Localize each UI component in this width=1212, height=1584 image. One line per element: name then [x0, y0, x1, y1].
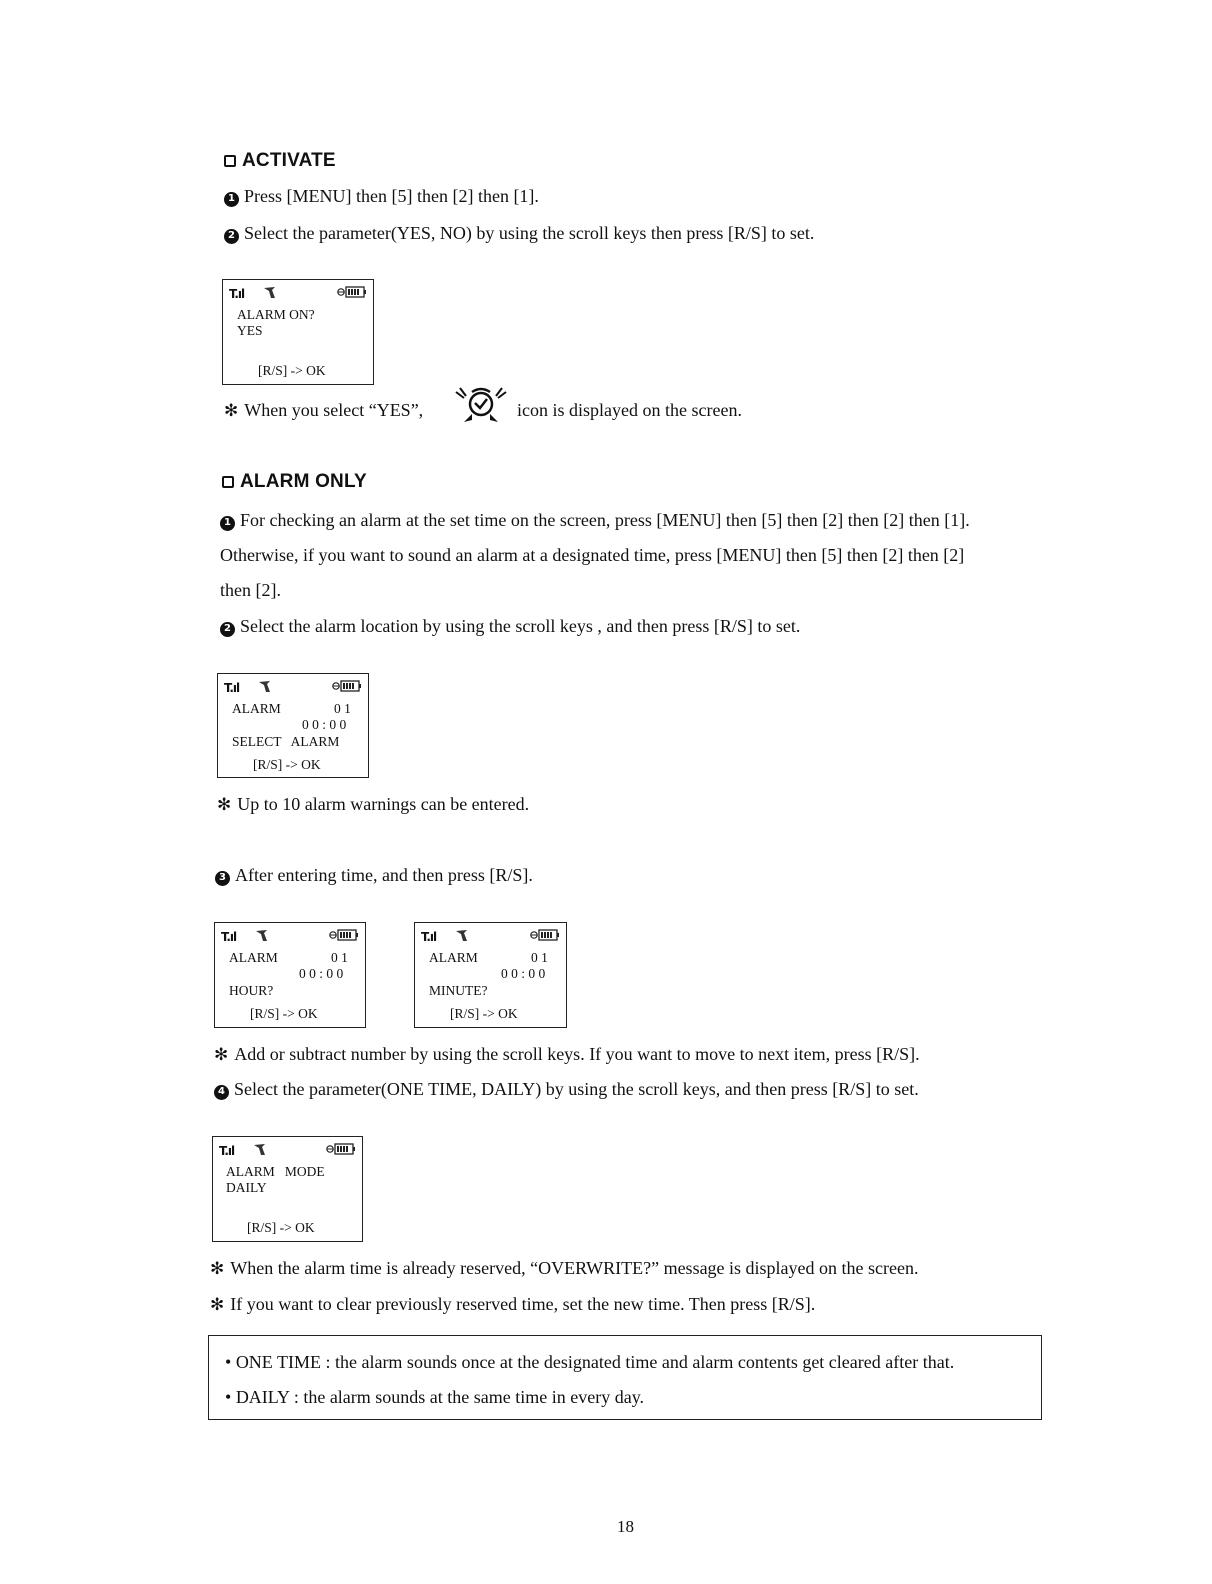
note-scroll-keys: ✻ Add or subtract number by using the scroll keys. If you want to move to next item, press [R/S]. [214, 1044, 920, 1065]
screen-alarm-label: ALARM [229, 950, 278, 965]
battery-icon [326, 1143, 356, 1155]
alarm-only-step-4: 4 Select the parameter(ONE TIME, DAILY) by using the scroll keys, and then press [R/S] to set. [214, 1078, 919, 1100]
screen-alarm-number: 0 1 [531, 950, 548, 965]
step-number-3-icon: 3 [215, 871, 230, 886]
screen-alarm-number: 0 1 [331, 950, 348, 965]
alarm-only-step-1-cont: Otherwise, if you want to sound an alarm at a designated time, press [MENU] then [5] then [2] then [2] [220, 545, 965, 565]
activate-note-suffix: icon is displayed on the screen. [517, 400, 742, 420]
signal-strength-icon: T.ıl [229, 287, 245, 301]
note-overwrite: ✻ When the alarm time is already reserved, “OVERWRITE?” message is displayed on the screen. [210, 1258, 919, 1279]
asterisk-icon: ✻ [224, 401, 239, 421]
alarm-clock-icon [452, 384, 510, 424]
screen-alarm-label: ALARM [232, 701, 281, 716]
section-heading-activate: ACTIVATE [224, 150, 336, 172]
screen-footer: [R/S] -> OK [247, 1220, 315, 1235]
battery-icon [337, 286, 367, 298]
screen-alarm-number: 0 1 [334, 701, 351, 716]
screen-footer: [R/S] -> OK [258, 363, 326, 378]
step-number-2-icon: 2 [224, 229, 239, 244]
antenna-icon [258, 679, 272, 693]
definition-one-time: • ONE TIME : the alarm sounds once at the designated time and alarm contents get cleared after that. [225, 1352, 955, 1372]
screen-text-line-2: DAILY [226, 1180, 267, 1195]
phone-screen-minute [414, 922, 567, 1028]
screen-text-line-1: ALARM ON? [237, 307, 315, 322]
screen-alarm-time: 0 0 : 0 0 [299, 966, 344, 981]
signal-strength-icon: T.ıl [224, 681, 240, 695]
activate-note: ✻ When you select “YES”, [224, 400, 424, 421]
step-number-2-icon: 2 [220, 622, 235, 637]
asterisk-icon: ✻ [210, 1295, 225, 1315]
step-number-1-icon: 1 [224, 192, 239, 207]
asterisk-icon: ✻ [210, 1259, 225, 1279]
screen-text-line-3: HOUR? [229, 983, 274, 998]
bullet-icon: • [225, 1387, 236, 1407]
phone-screen-alarm-mode [212, 1136, 363, 1242]
asterisk-icon: ✻ [214, 1045, 229, 1065]
phone-screen-alarm-on [222, 279, 374, 385]
antenna-icon [263, 285, 277, 299]
signal-strength-icon: T.ıl [421, 930, 437, 944]
step-number-4-icon: 4 [214, 1085, 229, 1100]
phone-screen-hour [214, 922, 366, 1028]
page-number: 18 [617, 1517, 634, 1536]
screen-footer: [R/S] -> OK [253, 757, 321, 772]
definition-daily: • DAILY : the alarm sounds at the same time in every day. [225, 1387, 645, 1407]
section-heading-alarm-only: ALARM ONLY [222, 471, 367, 493]
phone-screen-select-alarm [217, 673, 369, 778]
alarm-only-step-2: 2 Select the alarm location by using the scroll keys , and then press [R/S] to set. [220, 615, 800, 637]
antenna-icon [253, 1142, 267, 1156]
alarm-only-step-1: 1 For checking an alarm at the set time on the screen, press [MENU] then [5] then [2] then [2] then [1]. [220, 509, 970, 531]
alarm-only-step-1-cont-2: then [2]. [220, 580, 281, 600]
checkbox-square-icon [224, 155, 236, 167]
alarm-only-step-3: 3 After entering time, and then press [R/S]. [215, 864, 533, 886]
screen-text-line-1: ALARM MODE [226, 1164, 325, 1179]
note-clear: ✻ If you want to clear previously reserved time, set the new time. Then press [R/S]. [210, 1294, 816, 1315]
battery-icon [332, 680, 362, 692]
activate-step-2: 2 Select the parameter(YES, NO) by using the scroll keys then press [R/S] to set. [224, 222, 814, 244]
battery-icon [329, 929, 359, 941]
bullet-icon: • [225, 1352, 236, 1372]
checkbox-square-icon [222, 476, 234, 488]
definitions-box [208, 1335, 1042, 1420]
activate-step-1: 1 Press [MENU] then [5] then [2] then [1]. [224, 185, 539, 207]
signal-strength-icon: T.ıl [221, 930, 237, 944]
screen-text-line-2: YES [237, 323, 263, 338]
antenna-icon [255, 928, 269, 942]
antenna-icon [455, 928, 469, 942]
screen-alarm-time: 0 0 : 0 0 [501, 966, 546, 981]
note-alarm-count: ✻ Up to 10 alarm warnings can be entered. [217, 794, 530, 815]
battery-icon [530, 929, 560, 941]
asterisk-icon: ✻ [217, 795, 232, 815]
screen-text-line-3: MINUTE? [429, 983, 488, 998]
signal-strength-icon: T.ıl [219, 1144, 235, 1158]
screen-alarm-label: ALARM [429, 950, 478, 965]
screen-text-line-3: SELECT ALARM [232, 734, 340, 749]
step-number-1-icon: 1 [220, 516, 235, 531]
screen-footer: [R/S] -> OK [250, 1006, 318, 1021]
screen-alarm-time: 0 0 : 0 0 [302, 717, 347, 732]
screen-footer: [R/S] -> OK [450, 1006, 518, 1021]
